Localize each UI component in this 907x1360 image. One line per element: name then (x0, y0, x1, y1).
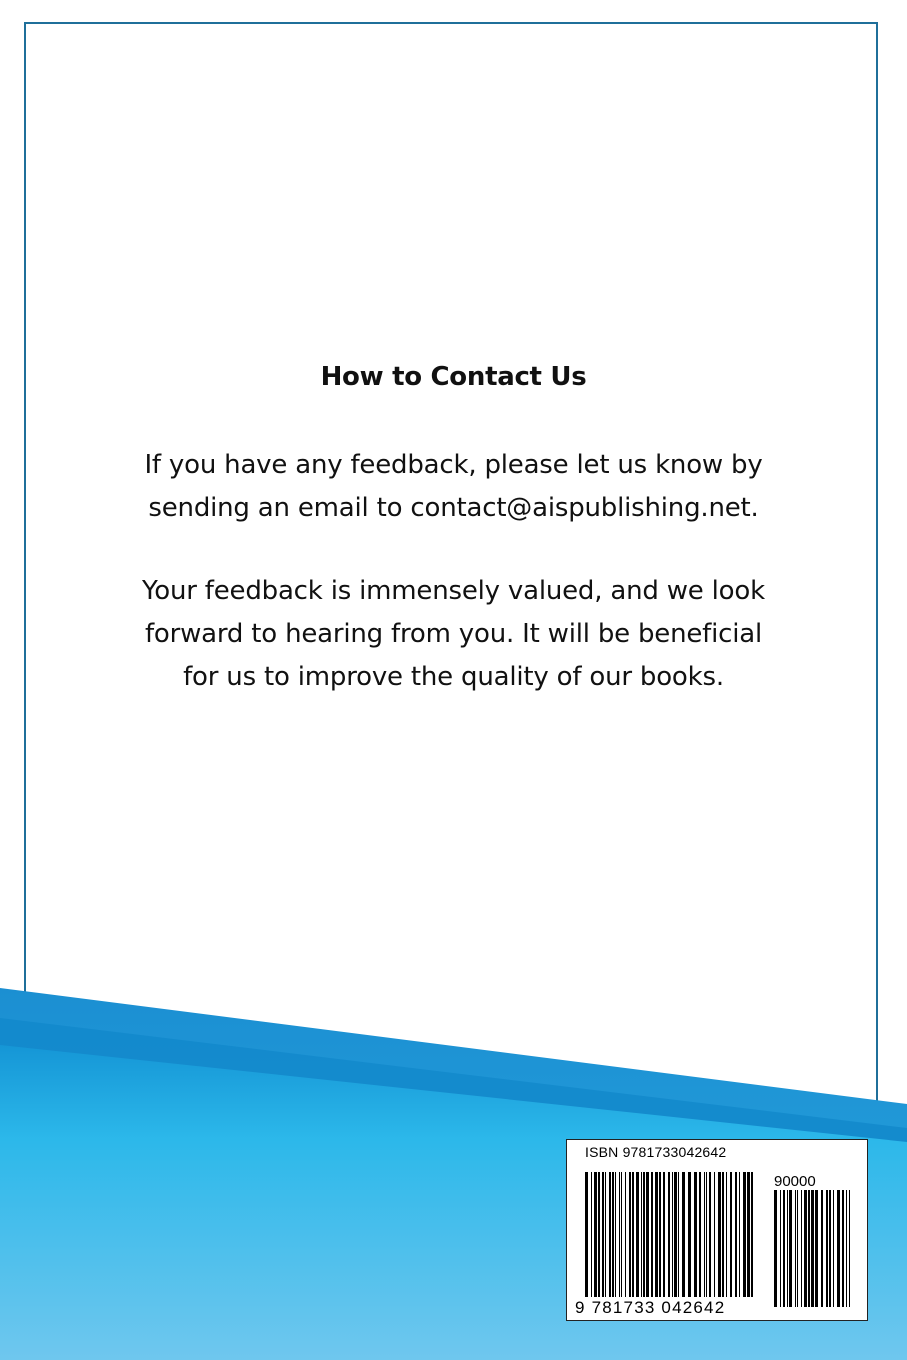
barcode-stripe (747, 1172, 750, 1297)
barcode-stripe (621, 1172, 622, 1297)
barcode-stripe (699, 1172, 701, 1297)
contact-heading: How to Contact Us (320, 362, 587, 392)
barcode-stripe (706, 1172, 707, 1297)
barcode-stripe (826, 1190, 828, 1307)
value-line-2: forward to hearing from you. It will be beneficial (144, 619, 763, 649)
barcode-bars-addon (774, 1190, 852, 1307)
barcode-bars-main (585, 1172, 753, 1297)
barcode-stripe (743, 1172, 746, 1297)
barcode-stripe (846, 1190, 847, 1307)
price-code: 90000 (774, 1173, 816, 1190)
barcode-stripe (682, 1172, 685, 1297)
barcode-stripe (663, 1172, 665, 1297)
barcode-stripe (722, 1172, 724, 1297)
barcode-stripe (678, 1172, 679, 1297)
barcode-stripe (815, 1190, 818, 1307)
barcode-stripe (726, 1172, 727, 1297)
barcode-digits: 9 781733 042642 (575, 1298, 726, 1317)
barcode-stripe (787, 1190, 788, 1307)
barcode-stripe (585, 1172, 588, 1297)
barcode-stripe (612, 1172, 614, 1297)
barcode-stripe (668, 1172, 670, 1297)
barcode-stripe (655, 1172, 658, 1297)
barcode-stripe (643, 1172, 645, 1297)
barcode-stripe (625, 1172, 626, 1297)
barcode-stripe (780, 1190, 781, 1307)
barcode-stripe (804, 1190, 807, 1307)
barcode-stripe (694, 1172, 697, 1297)
barcode-stripe (641, 1172, 642, 1297)
barcode-stripe (829, 1190, 831, 1307)
barcode-stripe (602, 1172, 604, 1297)
barcode-stripe (821, 1190, 823, 1307)
barcode-stripe (709, 1172, 711, 1297)
barcode-stripe (619, 1172, 620, 1297)
barcode-stripe (718, 1172, 721, 1297)
barcode-stripe (591, 1172, 592, 1297)
barcode-stripe (674, 1172, 677, 1297)
barcode-stripe (605, 1172, 606, 1297)
barcode-stripe (739, 1172, 740, 1297)
barcode-stripe (730, 1172, 732, 1297)
feedback-line-2: sending an email to contact@aispublishing.net. (148, 493, 759, 523)
barcode-stripe (833, 1190, 834, 1307)
barcode-stripe (598, 1172, 600, 1297)
barcode-stripe (801, 1190, 802, 1307)
barcode-stripe (609, 1172, 611, 1297)
barcode-stripe (651, 1172, 653, 1297)
barcode-stripe (636, 1172, 639, 1297)
barcode-stripe (751, 1172, 753, 1297)
barcode-stripe (783, 1190, 785, 1307)
isbn-barcode (566, 1139, 868, 1321)
barcode-stripe (615, 1172, 616, 1297)
barcode-stripe (735, 1172, 737, 1297)
isbn-label: ISBN 9781733042642 (585, 1144, 727, 1160)
barcode-stripe (789, 1190, 792, 1307)
barcode-stripe (659, 1172, 661, 1297)
barcode-stripe (774, 1190, 777, 1307)
barcode-stripe (672, 1172, 673, 1297)
barcode-stripe (795, 1190, 796, 1307)
barcode-stripe (714, 1172, 715, 1297)
barcode-stripe (837, 1190, 840, 1307)
barcode-stripe (704, 1172, 705, 1297)
feedback-line-1: If you have any feedback, please let us know by (144, 450, 763, 480)
barcode-stripe (594, 1172, 597, 1297)
barcode-stripe (811, 1190, 814, 1307)
barcode-stripe (632, 1172, 634, 1297)
barcode-stripe (849, 1190, 850, 1307)
barcode-stripe (688, 1172, 691, 1297)
value-line-1: Your feedback is immensely valued, and we look (142, 576, 765, 606)
barcode-stripe (808, 1190, 810, 1307)
value-line-3: for us to improve the quality of our books. (183, 662, 724, 692)
barcode-stripe (797, 1190, 798, 1307)
barcode-stripe (629, 1172, 631, 1297)
barcode-stripe (842, 1190, 844, 1307)
barcode-stripe (646, 1172, 649, 1297)
